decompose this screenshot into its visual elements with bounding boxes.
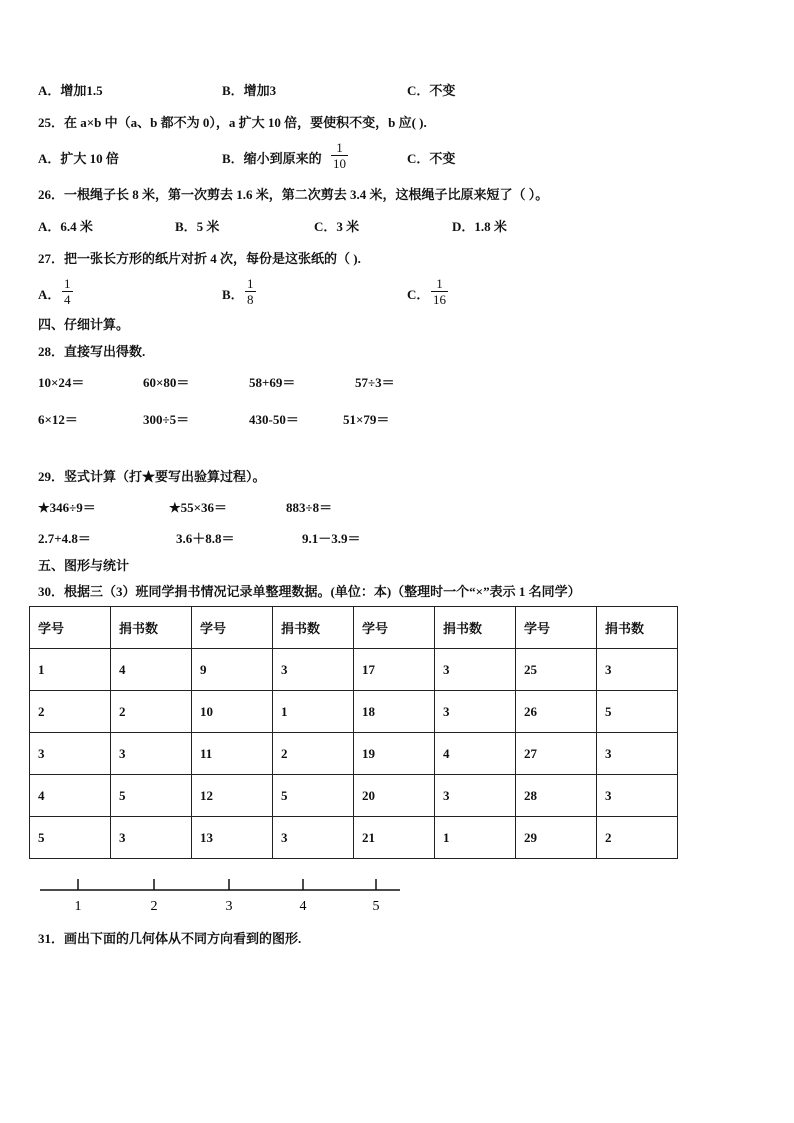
table-cell: 2: [273, 733, 354, 775]
option-c: C．不变: [407, 151, 456, 166]
option-c: C．3 米: [314, 219, 360, 234]
option-c: C．不变: [407, 83, 456, 98]
table-cell: 18: [354, 691, 435, 733]
table-row: [30, 691, 678, 733]
fraction-numerator: 1: [64, 276, 71, 291]
table-cell: 1: [30, 649, 111, 691]
table-cell: 17: [354, 649, 435, 691]
table-cell: 3: [111, 817, 192, 859]
table-cell: 2: [111, 691, 192, 733]
calc-item: ★346÷9＝: [38, 500, 96, 515]
table-cell: 2: [597, 817, 678, 859]
table-cell: 3: [435, 691, 516, 733]
option-a-label: A．: [38, 287, 61, 302]
option-b: B．5 米: [175, 219, 220, 234]
question-28-stem: 28．直接写出得数.: [38, 344, 146, 359]
option-a: A．扩大 10 倍: [38, 151, 119, 166]
calc-item: 10×24＝: [38, 375, 85, 390]
fraction: [245, 276, 256, 307]
axis-label: 5: [372, 899, 380, 914]
fraction: [331, 140, 348, 171]
fraction-denominator: 4: [64, 292, 71, 307]
table-cell: 12: [192, 775, 273, 817]
question-29-stem: 29．竖式计算（打★要写出验算过程）。: [38, 469, 266, 484]
section-heading: 五、图形与统计: [38, 558, 130, 573]
axis-label: 3: [225, 899, 233, 914]
fraction-denominator: 16: [433, 292, 446, 307]
header-cell: 捐书数: [111, 607, 192, 649]
header-cell: 学号: [354, 607, 435, 649]
table-cell: 11: [192, 733, 273, 775]
table-cell: 1: [273, 691, 354, 733]
calc-item: 3.6＋8.8＝: [176, 531, 235, 546]
table-cell: 3: [435, 775, 516, 817]
option-a: A．增加1.5: [38, 83, 103, 98]
table-cell: 4: [30, 775, 111, 817]
table-cell: 1: [435, 817, 516, 859]
table-cell: 26: [516, 691, 597, 733]
fraction: [62, 276, 73, 307]
calc-item: 57÷3＝: [355, 375, 395, 390]
option-c-label: C．: [407, 287, 430, 302]
axis-label: 1: [74, 899, 82, 914]
fraction-denominator: 10: [333, 156, 346, 171]
calc-item: 883÷8＝: [286, 500, 333, 515]
table-row: [30, 775, 678, 817]
section-heading: 四、仔细计算。: [38, 317, 130, 332]
axis-label: 4: [299, 899, 307, 914]
question-25-stem: 25．在 a×b 中（a、b 都不为 0），a 扩大 10 倍，要使积不变，b 应( ).: [38, 115, 427, 130]
table-cell: 27: [516, 733, 597, 775]
header-cell: 学号: [192, 607, 273, 649]
option-a: A．6.4 米: [38, 219, 93, 234]
calc-item: 2.7+4.8＝: [38, 531, 91, 546]
table-cell: 3: [30, 733, 111, 775]
calc-item: 430-50＝: [249, 412, 299, 427]
table-cell: 21: [354, 817, 435, 859]
calc-item: 9.1－3.9＝: [302, 531, 361, 546]
table-cell: 5: [273, 775, 354, 817]
table-cell: 5: [597, 691, 678, 733]
calc-item: 51×79＝: [343, 412, 390, 427]
option-b-label: B．: [222, 287, 244, 302]
header-cell: 学号: [30, 607, 111, 649]
option-b: B．缩小到原来的: [222, 151, 322, 166]
table-cell: 3: [111, 733, 192, 775]
table-cell: 3: [597, 775, 678, 817]
question-31-stem: 31．画出下面的几何体从不同方向看到的图形.: [38, 931, 302, 946]
calc-item: ★55×36＝: [169, 500, 228, 515]
fraction-numerator: 1: [336, 140, 343, 155]
table-cell: 20: [354, 775, 435, 817]
table-cell: 3: [597, 649, 678, 691]
header-cell: 学号: [516, 607, 597, 649]
table-cell: 2: [30, 691, 111, 733]
fraction-numerator: 1: [436, 276, 443, 291]
table-cell: 5: [30, 817, 111, 859]
table-cell: 3: [273, 649, 354, 691]
fraction: [431, 276, 448, 307]
table-row: [30, 817, 678, 859]
calc-item: 300÷5＝: [143, 412, 190, 427]
table-cell: 4: [111, 649, 192, 691]
table-row: [30, 733, 678, 775]
table-cell: 10: [192, 691, 273, 733]
axis-label: 2: [150, 899, 158, 914]
table-cell: 5: [111, 775, 192, 817]
table-header-row: [30, 607, 678, 649]
table-cell: 28: [516, 775, 597, 817]
donation-record-table: [29, 606, 678, 859]
header-cell: 捐书数: [273, 607, 354, 649]
table-cell: 9: [192, 649, 273, 691]
table-cell: 4: [435, 733, 516, 775]
table-cell: 25: [516, 649, 597, 691]
table-cell: 3: [597, 733, 678, 775]
question-26-stem: 26．一根绳子长 8 米，第一次剪去 1.6 米，第二次剪去 3.4 米，这根绳子比原来短了（ ）。: [38, 187, 549, 202]
table-cell: 29: [516, 817, 597, 859]
option-d: D．1.8 米: [452, 219, 507, 234]
fraction-numerator: 1: [247, 276, 254, 291]
fraction-denominator: 8: [247, 292, 254, 307]
table-cell: 3: [273, 817, 354, 859]
calc-item: 58+69＝: [249, 375, 296, 390]
table-cell: 3: [435, 649, 516, 691]
table-cell: 19: [354, 733, 435, 775]
question-30-stem: 30．根据三（3）班同学捐书情况记录单整理数据。(单位：本)（整理时一个“×”表示 1 名同学）: [38, 584, 581, 599]
question-27-stem: 27．把一张长方形的纸片对折 4 次，每份是这张纸的（ ).: [38, 251, 361, 266]
header-cell: 捐书数: [597, 607, 678, 649]
tally-number-axis: [40, 878, 400, 918]
calc-item: 6×12＝: [38, 412, 78, 427]
option-b: B．增加3: [222, 83, 277, 98]
table-row: [30, 649, 678, 691]
table-cell: 13: [192, 817, 273, 859]
calc-item: 60×80＝: [143, 375, 190, 390]
header-cell: 捐书数: [435, 607, 516, 649]
